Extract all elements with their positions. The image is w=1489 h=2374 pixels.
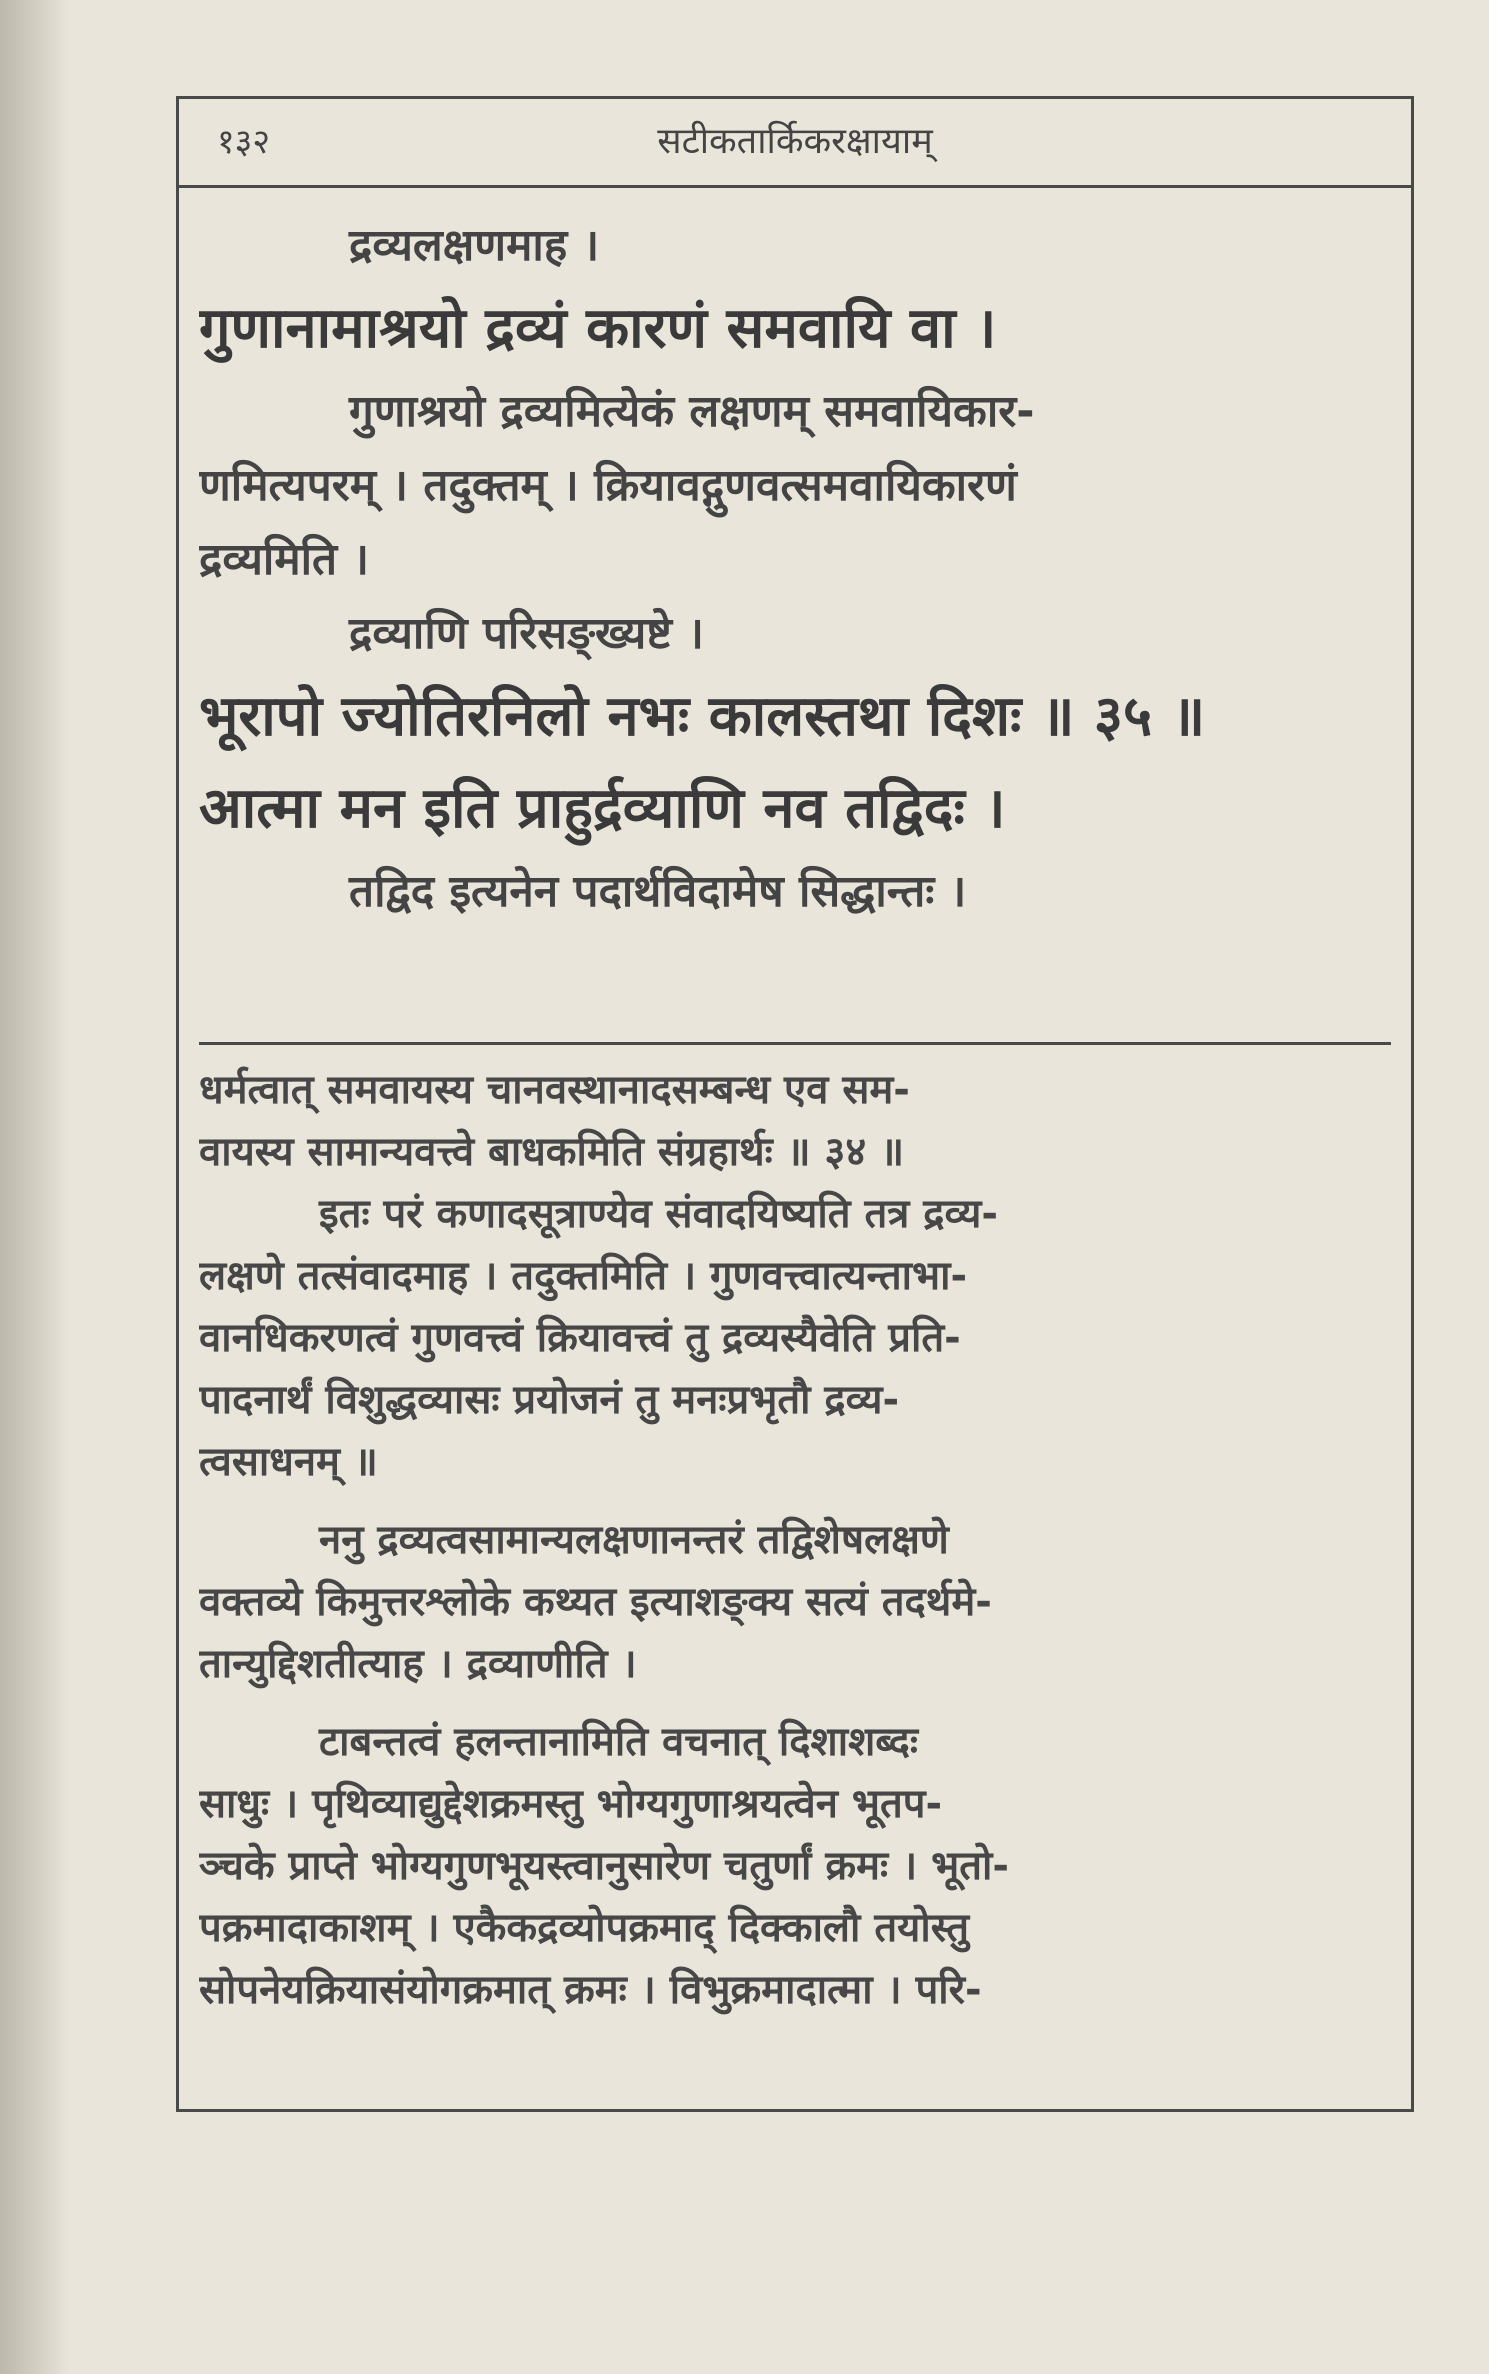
commentary-line: धर्मत्वात् समवायस्य चानवस्थानादसम्बन्ध एव सम- xyxy=(199,1067,910,1113)
commentary-line: साधुः । पृथिव्याद्युद्देशक्रमस्तु भोग्यगुणाश्रयत्वेन भूतप- xyxy=(199,1781,943,1827)
section-divider xyxy=(199,1042,1391,1045)
book-binding-shadow xyxy=(0,0,70,2374)
commentary-line: ञ्चके प्राप्ते भोग्यगुणभूयस्त्वानुसारेण चतुर्णां क्रमः । भूतो- xyxy=(199,1843,1009,1889)
commentary-line: पादनार्थं विशुद्धव्यासः प्रयोजनं तु मनःप्रभृतौ द्रव्य- xyxy=(199,1377,900,1423)
main-line: द्रव्याणि परिसङ्ख्यष्टे । xyxy=(349,608,704,659)
commentary-line: इतः परं कणादसूत्राण्येव संवादयिष्यति तत्र द्रव्य- xyxy=(319,1191,998,1237)
verse-line: भूरापो ज्योतिरनिलो नभः कालस्तथा दिशः ॥ ३५ ॥ xyxy=(199,684,1206,749)
verse-line: गुणानामाश्रयो द्रव्यं कारणं समवायि वा । xyxy=(199,296,997,361)
page-number: १३२ xyxy=(217,122,271,162)
page-frame xyxy=(176,96,1414,2112)
commentary-line: वानधिकरणत्वं गुणवत्त्वं क्रियावत्त्वं तु द्रव्यस्यैवेति प्रति- xyxy=(199,1315,961,1361)
main-line: गुणाश्रयो द्रव्यमित्येकं लक्षणम् समवायिकार- xyxy=(349,386,1035,437)
commentary-line: त्वसाधनम् ॥ xyxy=(199,1439,378,1485)
commentary-line: पक्रमादाकाशम् । एकैकद्रव्योपक्रमाद् दिक्कालौ तयोस्तु xyxy=(199,1905,970,1951)
commentary-line: तान्युद्दिशतीत्याह । द्रव्याणीति । xyxy=(199,1641,637,1687)
commentary-line: सोपनेयक्रियासंयोगक्रमात् क्रमः । विभुक्रमादात्मा । परि- xyxy=(199,1967,982,2013)
running-title: सटीकतार्किकरक्षायाम् xyxy=(657,121,933,162)
main-line: द्रव्यमिति । xyxy=(199,534,370,585)
page-header xyxy=(179,99,1411,188)
main-line: तद्विद इत्यनेन पदार्थविदामेष सिद्धान्तः । xyxy=(349,866,967,917)
main-text xyxy=(199,209,1391,929)
commentary-line: लक्षणे तत्संवादमाह । तदुक्तमिति । गुणवत्त्वात्यन्ताभा- xyxy=(199,1253,968,1299)
main-line: णमित्यपरम् । तदुक्तम् । क्रियावद्गुणवत्समवायिकारणं xyxy=(199,460,1017,511)
commentary-line: वायस्य सामान्यवत्त्वे बाधकमिति संग्रहार्थः ॥ ३४ ॥ xyxy=(199,1129,905,1175)
verse-line: आत्मा मन इति प्राहुर्द्रव्याणि नव तद्विदः । xyxy=(199,776,1006,841)
main-line: द्रव्यलक्षणमाह । xyxy=(349,220,600,271)
commentary-line: वक्तव्ये किमुत्तरश्लोके कथ्यत इत्याशङ्क्य सत्यं तदर्थमे- xyxy=(199,1579,992,1625)
commentary-line: टाबन्तत्वं हलन्तानामिति वचनात् दिशाशब्दः xyxy=(319,1719,918,1765)
commentary xyxy=(199,1059,1391,2021)
commentary-line: ननु द्रव्यत्वसामान्यलक्षणानन्तरं तद्विशेषलक्षणे xyxy=(319,1517,949,1563)
